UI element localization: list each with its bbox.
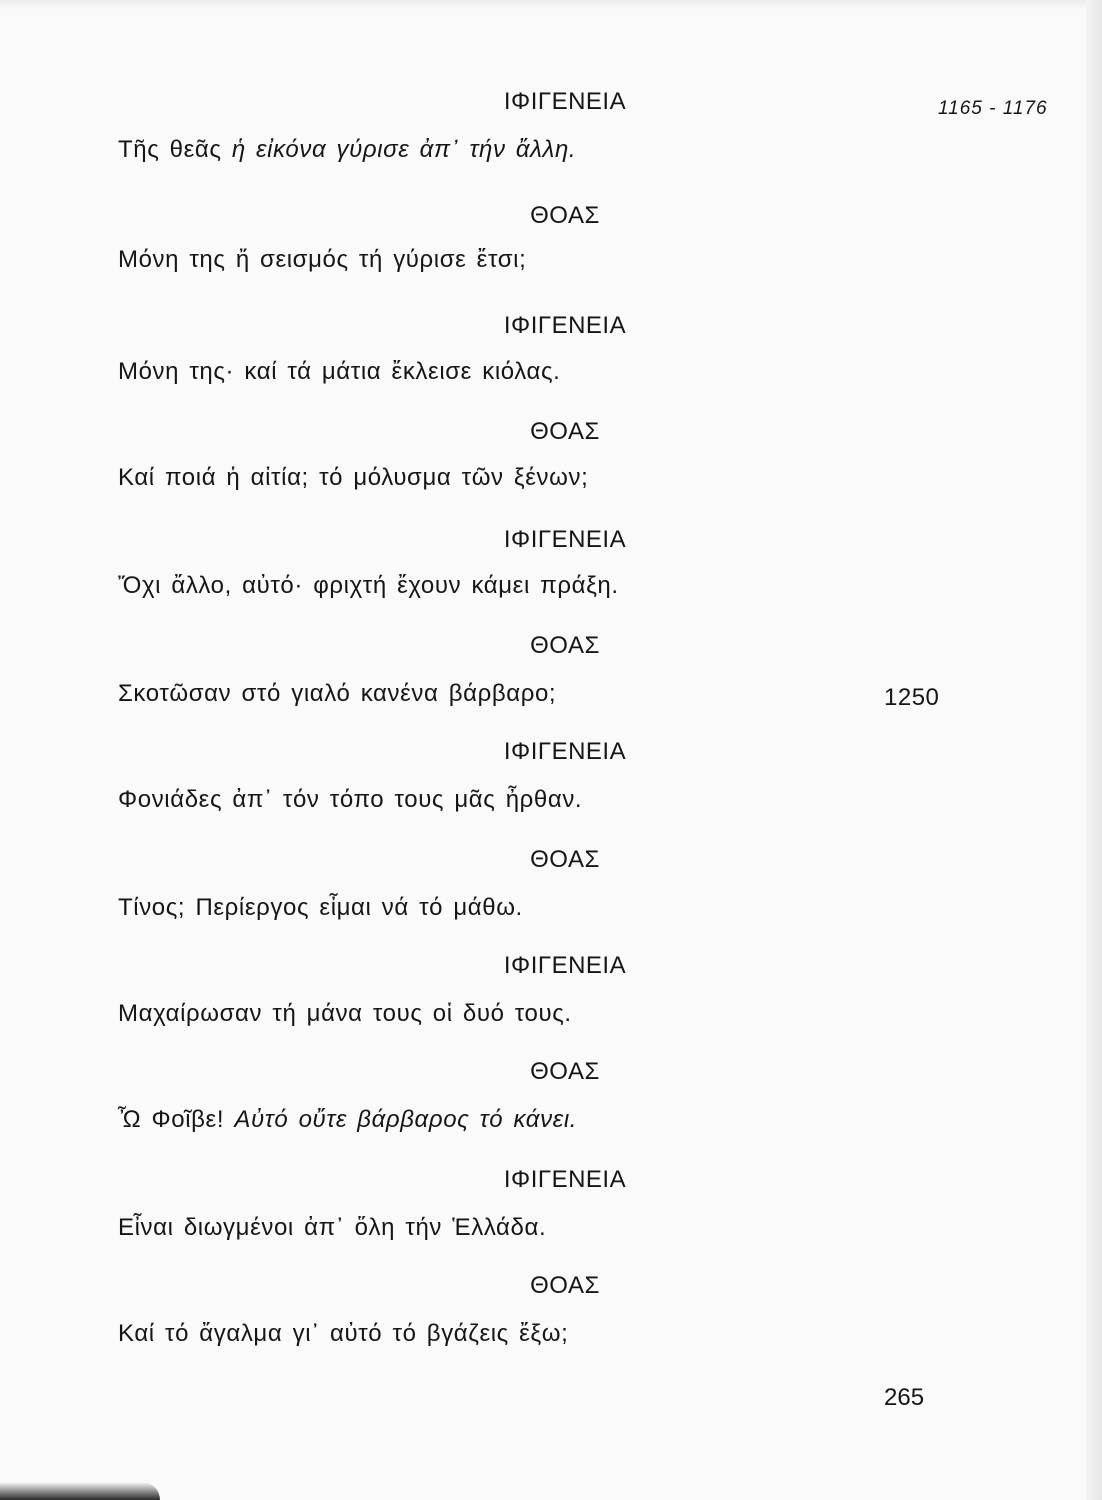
margin-line-number: 1250 <box>884 684 940 711</box>
line-range-header: 1165 - 1176 <box>938 98 1048 119</box>
page-top-edge <box>0 0 1102 10</box>
speaker-name: ΙΦΙΓΕΝΕΙΑ <box>503 738 627 765</box>
speaker-name: ΘΟΑΣ <box>530 1272 600 1299</box>
verse-text: Τίνος; Περίεργος εἶμαι νά τό μάθω. <box>118 894 523 921</box>
verse-line <box>118 1320 568 1348</box>
verse-line <box>118 572 619 600</box>
speaker-name: ΙΦΙΓΕΝΕΙΑ <box>503 526 627 553</box>
verse-line <box>118 1214 546 1242</box>
speaker-name: ΘΟΑΣ <box>530 1058 600 1085</box>
verse-text: Μόνη της ἤ σεισμός τή γύρισε ἔτσι; <box>118 246 527 273</box>
verse-italic-text: ἡ εἰκόνα γύρισε ἀπ᾽ τήν ἄλλη. <box>231 136 577 163</box>
verse-text: Εἶναι διωγμένοι ἀπ᾽ ὅλη τήν Ἑλλάδα. <box>118 1214 547 1241</box>
verse-text: Καί ποιά ἡ αἰτία; τό μόλυσμα τῶν ξένων; <box>118 464 589 491</box>
verse-text: Καί τό ἄγαλμα γι᾽ αὐτό τό βγάζεις ἔξω; <box>118 1320 569 1347</box>
verse-line <box>118 680 556 708</box>
verse-line <box>118 1106 577 1134</box>
speaker-name: ΙΦΙΓΕΝΕΙΑ <box>503 88 627 115</box>
verse-line <box>118 464 588 492</box>
page-bottom-shadow <box>0 1482 160 1500</box>
verse-line <box>118 358 560 386</box>
verse-italic-text: Αὐτό οὔτε βάρβαρος τό κάνει. <box>234 1106 578 1133</box>
verse-line <box>118 1000 572 1028</box>
verse-text: Σκοτῶσαν στό γιαλό κανένα βάρβαρο; <box>118 680 557 707</box>
speaker-name: ΘΟΑΣ <box>530 846 600 873</box>
verse-text: Ὦ Φοῖβε! <box>118 1106 235 1133</box>
verse-text: Τῆς θεᾶς <box>118 136 232 163</box>
page-number: 265 <box>884 1384 925 1411</box>
verse-text: Μόνη της· καί τά μάτια ἔκλεισε κιόλας. <box>118 358 561 385</box>
speaker-name: ΙΦΙΓΕΝΕΙΑ <box>503 952 627 979</box>
verse-text: Φονιάδες ἀπ᾽ τόν τόπο τους μᾶς ἦρθαν. <box>118 786 583 813</box>
verse-line <box>118 136 576 164</box>
verse-line <box>118 246 526 274</box>
verse-line <box>118 786 582 814</box>
speaker-name: ΘΟΑΣ <box>530 632 600 659</box>
speaker-name: ΙΦΙΓΕΝΕΙΑ <box>503 312 627 339</box>
speaker-name: ΘΟΑΣ <box>530 418 600 445</box>
verse-text: Ὄχι ἄλλο, αὐτό· φριχτή ἔχουν κάμει πράξη. <box>118 572 619 599</box>
verse-text: Μαχαίρωσαν τή μάνα τους οἱ δυό τους. <box>118 1000 572 1027</box>
verse-line <box>118 894 523 922</box>
page-right-edge <box>1086 0 1102 1500</box>
speaker-name: ΘΟΑΣ <box>530 202 600 229</box>
speaker-name: ΙΦΙΓΕΝΕΙΑ <box>503 1166 627 1193</box>
